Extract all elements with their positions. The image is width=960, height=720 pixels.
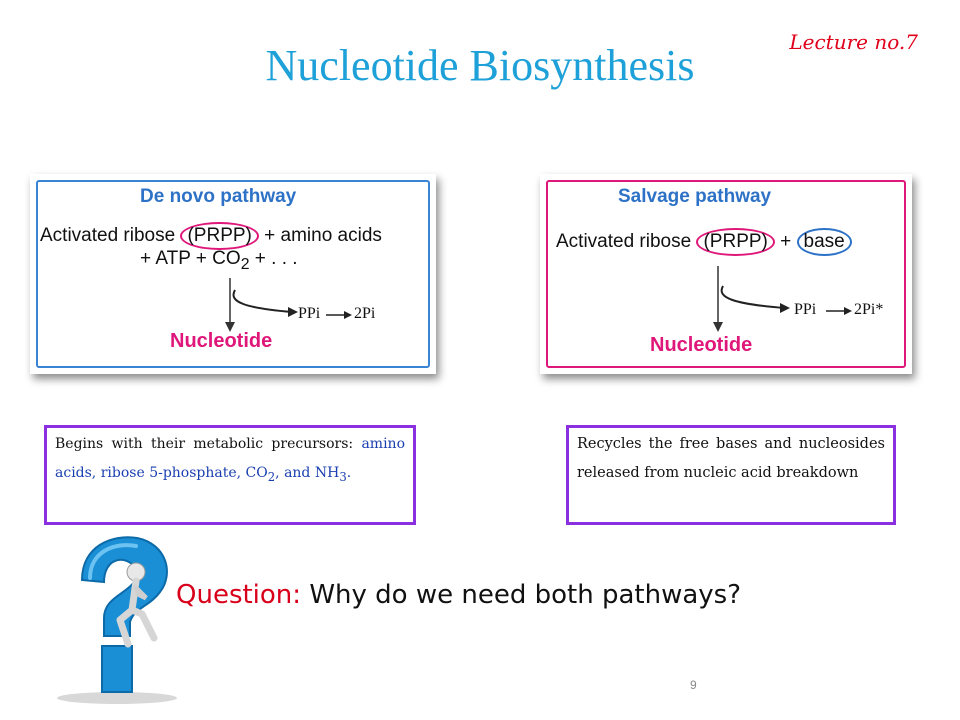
de-novo-ppi-curve	[233, 290, 292, 312]
de-novo-desc-sub1: 2	[267, 469, 276, 484]
de-novo-ellipsis: + . . .	[249, 248, 298, 269]
de-novo-desc-part4: .	[346, 465, 352, 481]
de-novo-description	[44, 425, 416, 525]
person-on-question-mark-icon	[42, 528, 192, 708]
de-novo-heading: De novo pathway	[140, 186, 297, 207]
salvage-prpp-ring: (PRPP)	[696, 228, 774, 256]
de-novo-desc-part3: , and NH	[275, 465, 340, 481]
question-text: Why do we need both pathways?	[301, 580, 741, 610]
de-novo-pathway-card	[30, 174, 436, 374]
salvage-description: Recycles the free bases and nucleosides released from nucleic acid breakdown	[566, 425, 896, 525]
salvage-ppi: PPi	[794, 301, 817, 318]
salvage-down-arrowhead	[713, 322, 723, 332]
salvage-2pi: 2Pi*	[854, 301, 884, 318]
salvage-pi-arrowhead	[844, 307, 852, 315]
salvage-ppi-arrowhead	[780, 303, 790, 313]
de-novo-amino-acids: + amino acids	[258, 225, 382, 246]
de-novo-product: Nucleotide	[170, 330, 273, 352]
de-novo-ppi-arrowhead	[288, 307, 298, 317]
salvage-heading: Salvage pathway	[618, 186, 772, 207]
question-label: Question:	[176, 580, 302, 610]
de-novo-ppi: PPi	[298, 305, 321, 322]
de-novo-reactant-label: Activated ribose	[40, 225, 181, 246]
base-ring: base	[797, 228, 852, 256]
page-title: Nucleotide Biosynthesis	[265, 41, 695, 90]
salvage-product: Nucleotide	[650, 334, 753, 356]
salvage-reactant-label: Activated ribose	[556, 231, 697, 252]
question-line	[176, 580, 741, 610]
de-novo-desc-part2: amino acids, ribose 5-phosphate, CO	[55, 436, 405, 481]
page-number: 9	[690, 678, 697, 692]
de-novo-atp-co2: + ATP + CO	[140, 248, 241, 269]
co2-subscript: 2	[240, 255, 250, 273]
de-novo-2pi: 2Pi	[354, 305, 376, 322]
salvage-plus: +	[774, 231, 797, 252]
salvage-pathway-card	[540, 174, 912, 374]
lecture-tag: Lecture no.7	[789, 30, 918, 54]
salvage-ppi-curve	[722, 286, 784, 308]
de-novo-pi-arrowhead	[344, 311, 352, 319]
de-novo-desc-sub2: 3	[339, 469, 347, 484]
prpp-ring: (PRPP)	[180, 222, 258, 250]
de-novo-desc-part1: Begins with their metabolic precursors:	[55, 436, 362, 452]
